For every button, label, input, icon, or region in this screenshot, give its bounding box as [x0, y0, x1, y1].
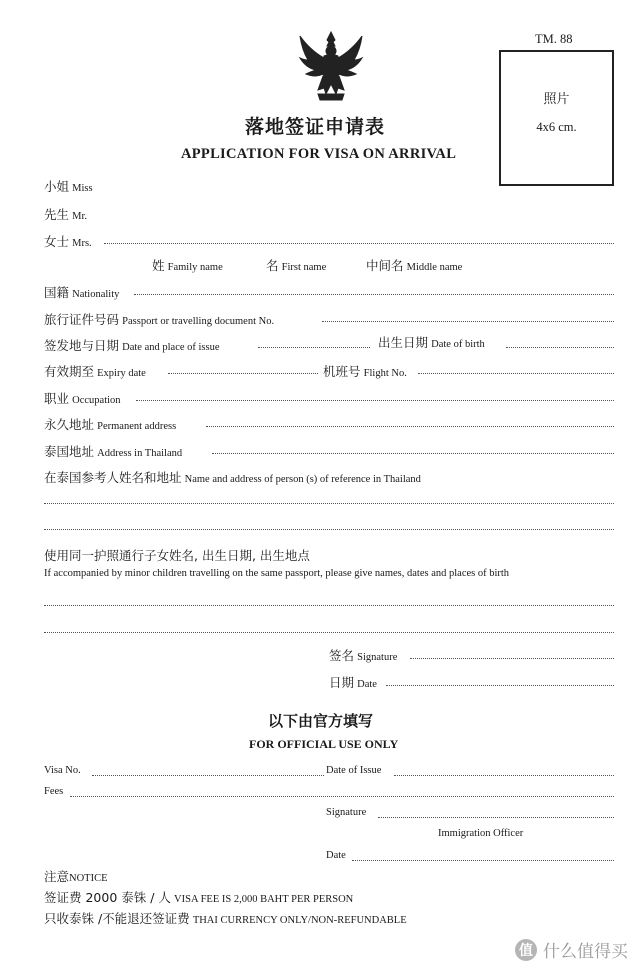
title-english: APPLICATION FOR VISA ON ARRIVAL [181, 146, 457, 162]
zhi-logo-icon: 值 [515, 939, 537, 961]
watermark [515, 937, 628, 962]
label-official-signature: Signature [326, 807, 367, 818]
expiry-field[interactable] [168, 373, 318, 374]
label-passport: 旅行证件号码 Passport or travelling document No. [44, 312, 275, 327]
issue-field[interactable] [258, 347, 370, 348]
form-code: TM. 88 [535, 32, 573, 46]
photo-label: 照片 [543, 92, 570, 107]
label-signature: 签名 Signature [329, 648, 398, 663]
official-date-field[interactable] [352, 860, 614, 861]
label-permanent-address: 永久地址 Permanent address [44, 417, 177, 432]
title-mr[interactable]: 先生 Mr. [44, 207, 88, 222]
occupation-field[interactable] [136, 400, 614, 401]
label-first-name: 名 First name [266, 258, 327, 273]
garuda-emblem-icon [296, 28, 366, 104]
label-middle-name: 中间名 Middle name [366, 258, 463, 273]
passport-field[interactable] [322, 321, 614, 322]
label-birth: 出生日期 Date of birth [378, 335, 485, 350]
visa-no-field[interactable] [92, 775, 324, 776]
label-children-en: If accompanied by minor children travelling on the same passport, please give names, dates and places of birth [44, 568, 510, 579]
title-mrs[interactable]: 女士 Mrs. [44, 234, 92, 249]
label-date-of-issue: Date of Issue [326, 765, 382, 776]
label-fees: Fees [44, 786, 64, 797]
nationality-field[interactable] [134, 294, 614, 295]
label-immigration-officer: Immigration Officer [438, 828, 524, 839]
title-chinese: 落地签证申请表 [245, 116, 386, 138]
official-title-en: FOR OFFICIAL USE ONLY [249, 737, 399, 751]
notice-heading: 注意NOTICE [44, 869, 108, 884]
label-family-name: 姓 Family name [152, 258, 223, 273]
date-field[interactable] [386, 685, 614, 686]
notice-fee: 签证费 2000 泰铢 / 人 VISA FEE IS 2,000 BAHT PER PERSON [44, 890, 354, 905]
label-visa-no: Visa No. [44, 765, 81, 776]
label-expiry: 有效期至 Expiry date [44, 364, 146, 379]
date-of-issue-field[interactable] [394, 775, 614, 776]
fees-field[interactable] [70, 796, 614, 797]
birth-field[interactable] [506, 347, 614, 348]
children-line-2[interactable] [44, 632, 614, 633]
label-occupation: 职业 Occupation [44, 391, 121, 406]
permanent-address-field[interactable] [206, 426, 614, 427]
label-thailand-address: 泰国地址 Address in Thailand [44, 444, 183, 459]
label-date: 日期 Date [329, 675, 377, 690]
label-nationality: 国籍 Nationality [44, 285, 120, 300]
official-signature-field[interactable] [378, 817, 614, 818]
children-line-1[interactable] [44, 605, 614, 606]
label-children-cn: 使用同一护照通行子女姓名, 出生日期, 出生地点 [44, 548, 310, 563]
label-official-date: Date [326, 850, 346, 861]
label-issue: 签发地与日期 Date and place of issue [44, 338, 220, 353]
official-title-cn: 以下由官方填写 [268, 712, 374, 730]
signature-field[interactable] [410, 658, 614, 659]
flight-field[interactable] [418, 373, 614, 374]
reference-line-1[interactable] [44, 503, 614, 504]
name-field[interactable] [104, 243, 614, 244]
thailand-address-field[interactable] [212, 453, 614, 454]
photo-box[interactable] [499, 50, 614, 186]
reference-line-2[interactable] [44, 529, 614, 530]
title-miss[interactable]: 小姐 Miss [44, 179, 93, 194]
label-reference: 在泰国参考人姓名和地址 Name and address of person (s) of reference in Thailand [44, 470, 421, 485]
photo-size: 4x6 cm. [536, 120, 577, 134]
watermark-text: 什么值得买 [543, 942, 628, 962]
label-flight: 机班号 Flight No. [323, 364, 407, 379]
notice-currency: 只收泰铢 /不能退还签证费 THAI CURRENCY ONLY/NON-REFUNDABLE [44, 911, 407, 926]
